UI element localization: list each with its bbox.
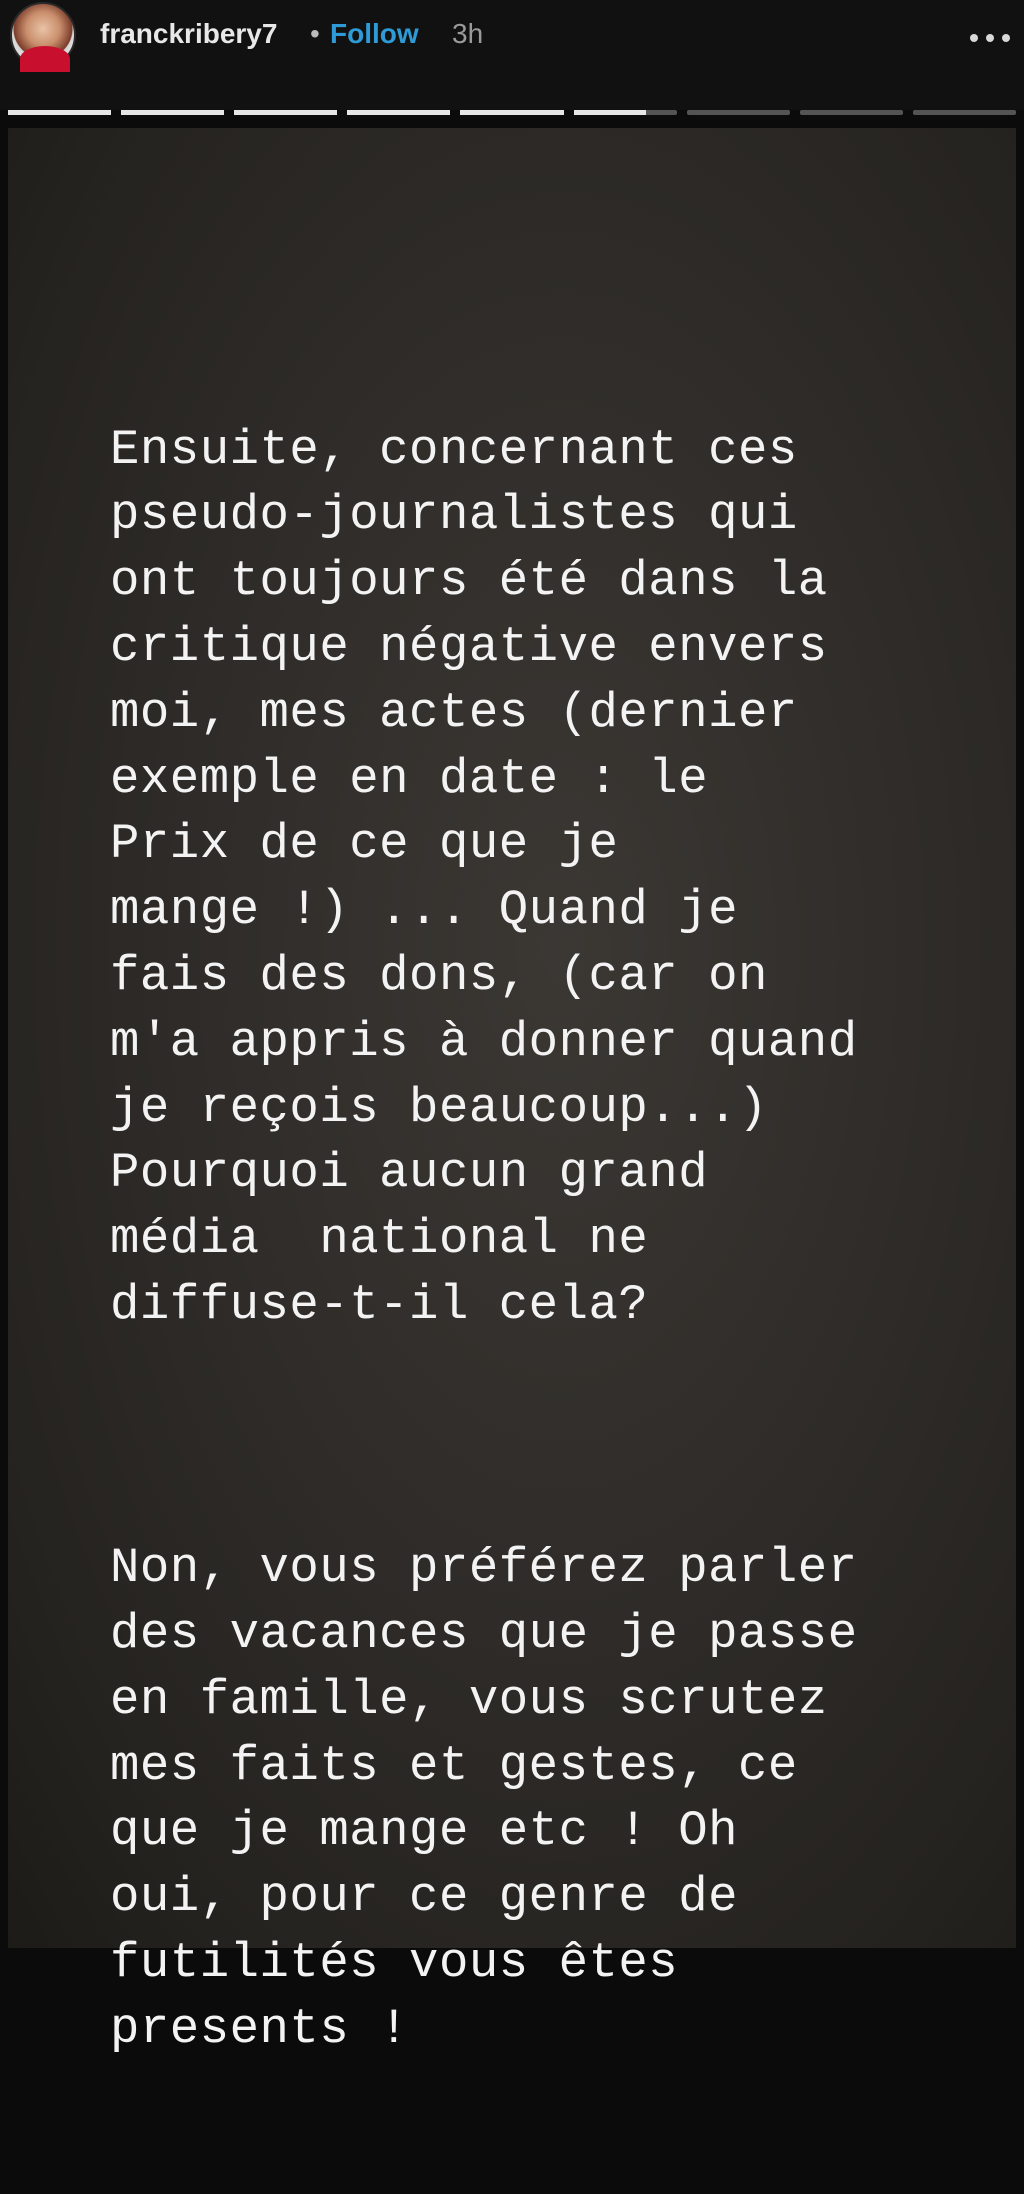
progress-segment [347, 110, 450, 115]
separator-dot: • [310, 18, 320, 49]
story-content[interactable] [8, 128, 1016, 2057]
progress-segment [121, 110, 224, 115]
follow-button[interactable]: Follow [330, 18, 419, 49]
progress-segment [460, 110, 563, 115]
username[interactable]: franckribery7 [100, 18, 278, 49]
story-paragraph-1: Ensuite, concernant ces pseudo-journalistes qui ont toujours été dans la critique négative envers moi, mes actes (dernier exemple en date : le Prix de ce que je mange !) ... Quand je fais des dons, (car on m'a appris à donner quand je reçois beaucoup...) Pourquoi aucun grand média national ne diffuse-t-il cela? [110, 421, 858, 1333]
more-options-icon[interactable] [966, 14, 1016, 54]
story-text [110, 286, 1000, 2194]
progress-segment [800, 110, 903, 115]
progress-segment [913, 110, 1016, 115]
progress-segment [234, 110, 337, 115]
story-header [0, 0, 1024, 110]
progress-segment [8, 110, 111, 115]
progress-segment [574, 110, 677, 115]
user-avatar-icon[interactable] [10, 2, 76, 68]
progress-segment [687, 110, 790, 115]
timestamp: 3h [452, 18, 484, 49]
story-paragraph-2: Non, vous préférez parler des vacances que je passe en famille, vous scrutez mes faits et gestes, ce que je mange etc ! Oh oui, pour ce genre de futilités vous êtes presents ! [110, 1540, 858, 2057]
story-progress-bar [8, 110, 1016, 116]
